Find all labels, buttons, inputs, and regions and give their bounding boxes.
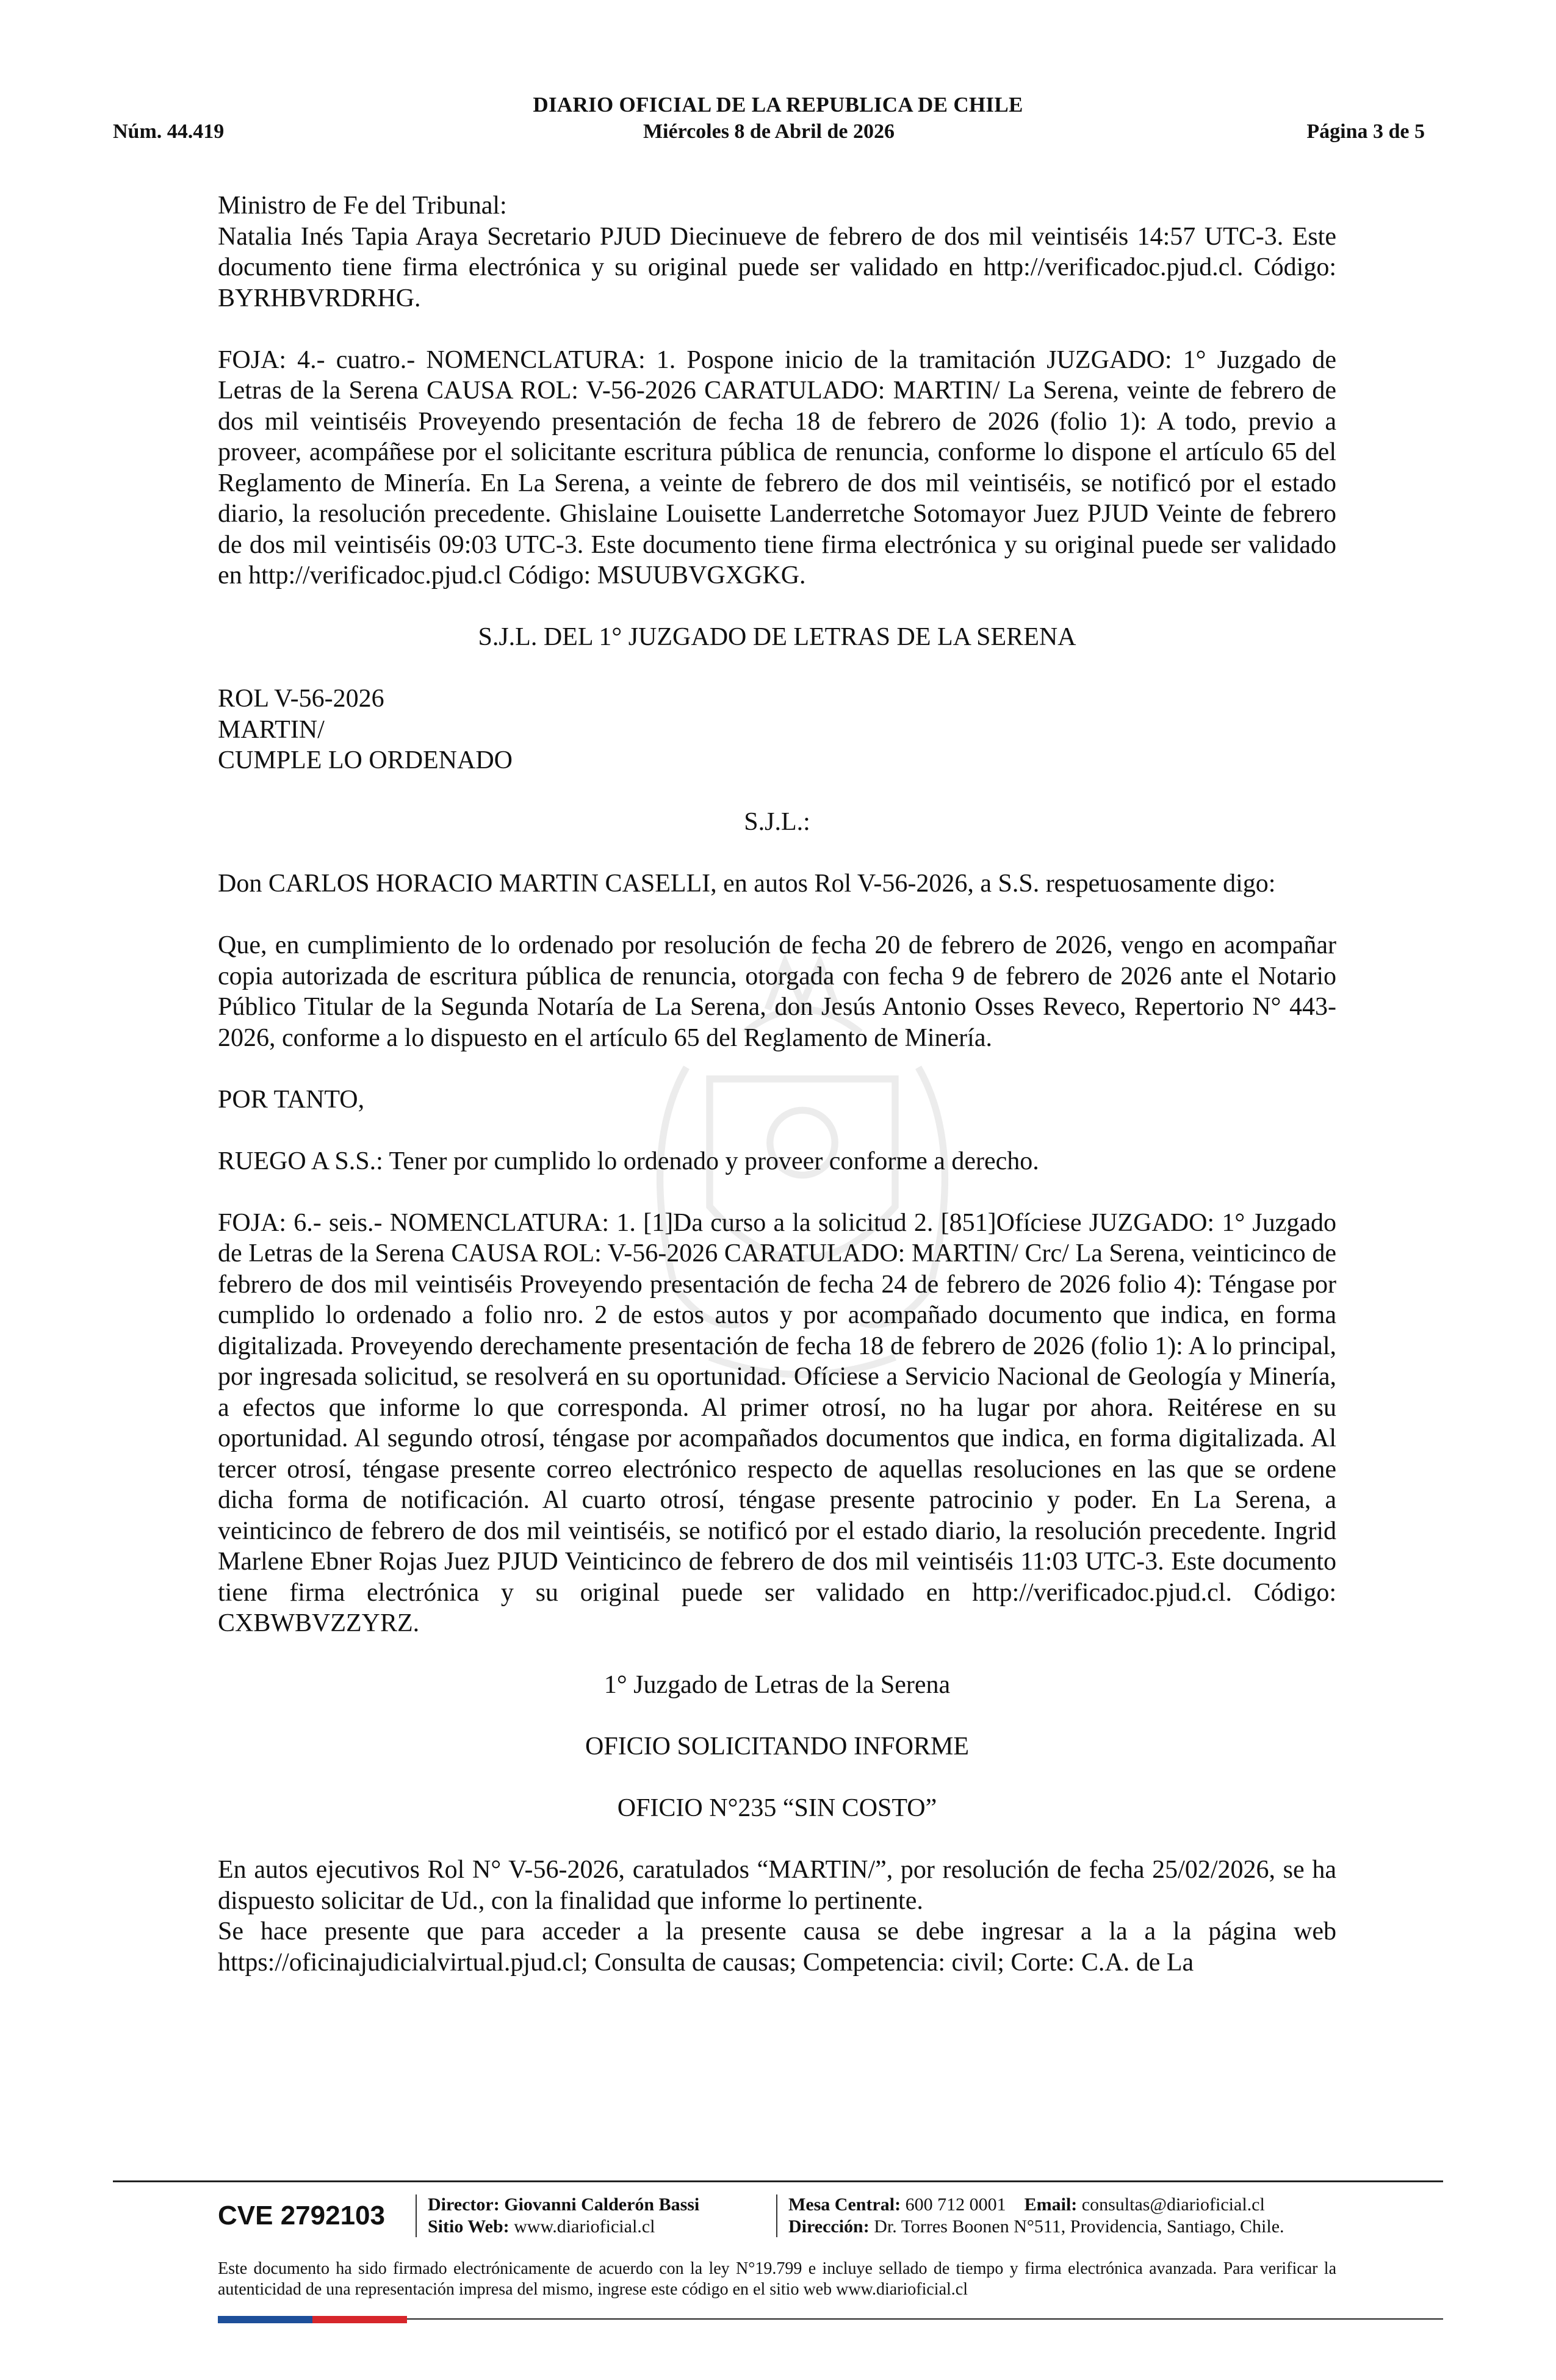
paragraph-foja-4: FOJA: 4.- cuatro.- NOMENCLATURA: 1. Pospone inicio de la tramitación JUZGADO: 1° Juzgado de Letras de la Serena CAUSA ROL: V-56-2026 CARATULADO: MARTIN/ La Serena, veinte de febrero de dos mil veintiséis Proveyendo presentación de fecha 18 de febrero de 2026 (folio 1): A todo, previo a proveer, acompáñese por el solicitante escritura pública de renuncia, conforme lo dispone el artículo 65 del Reglamento de Minería. En La Serena, a veinte de febrero de dos mil veintiséis, se notificó por el estado diario, la resolución precedente. Ghislaine Louisette Landerretche Sotomayor Juez PJUD Veinte de febrero de dos mil veintiséis 09:03 UTC-3. Este documento tiene firma electrónica y su original puede ser validado en http://verificadoc.pjud.cl Código: MSUUBVGXGKG. [218,345,1336,590]
director-name: Giovanni Calderón Bassi [504,2194,700,2215]
sjl-salutation: S.J.L.: [744,808,810,836]
newspaper-title: DIARIO OFICIAL DE LA REPUBLICA DE CHILE [533,93,1023,117]
email-link[interactable]: consultas@diarioficial.cl [1081,2194,1265,2215]
paragraph-autos-ejecutivos: En autos ejecutivos Rol N° V-56-2026, caratulados “MARTIN/”, por resolución de fecha 25/02/2026, se ha dispuesto solicitar de Ud., con la finalidad que informe lo pertinente. [218,1856,1336,1915]
paragraph-ministro-label: Ministro de Fe del Tribunal: [218,192,507,220]
signature-notice: Este documento ha sido firmado electrónicamente de acuerdo con la ley N°19.799 e incluye sellado de tiempo y firma electrónica avanzada. Para verificar la autenticidad de una representación impresa del mismo, ingrese este código en el sitio web www.diarioficial.cl [218,2259,1336,2299]
caratulado-line: MARTIN/ [218,715,325,744]
document-body [218,190,1336,1978]
mesa-label: Mesa Central: [788,2194,901,2215]
address-text: Dr. Torres Boonen N°511, Providencia, Santiago, Chile. [874,2216,1284,2237]
flag-stripe [218,2316,407,2323]
footer-contact-block [788,2194,1341,2238]
oficio-title: OFICIO SOLICITANDO INFORME [585,1733,969,1761]
page-indicator: Página 3 de 5 [1306,120,1425,143]
email-label: Email: [1024,2194,1078,2215]
footer-director-block [428,2194,773,2238]
issue-number: Núm. 44.419 [113,120,225,143]
footer-separator [776,2194,777,2237]
paragraph-don-carlos: Don CARLOS HORACIO MARTIN CASELLI, en autos Rol V-56-2026, a S.S. respetuosamente digo: [218,870,1276,898]
footer-divider [113,2180,1443,2182]
director-label: Director: [428,2194,500,2215]
paragraph-cumplimiento: Que, en cumplimiento de lo ordenado por resolución de fecha 20 de febrero de 2026, vengo en acompañar copia autorizada de escritura pública de renuncia, otorgada con fecha 9 de febrero de 2026 ante el Notario Público Titular de la Segunda Notaría de La Serena, don Jesús Antonio Osses Reveco, Repertorio N° 443-2026, conforme a lo dispuesto en el artículo 65 del Reglamento de Minería. [218,931,1336,1052]
oficio-number: OFICIO N°235 “SIN COSTO” [617,1794,937,1822]
address-label: Dirección: [788,2216,870,2237]
flag-stripe-blue [218,2316,312,2323]
ruego-line: RUEGO A S.S.: Tener por cumplido lo ordenado y proveer conforme a derecho. [218,1147,1039,1175]
paragraph-acceso-causa: Se hace presente que para acceder a la presente causa se debe ingresar a la a la página web https://oficinajudicialvirtual.pjud.cl; Consulta de causas; Competencia: civil; Corte: C.A. de La [218,1917,1336,1977]
cumple-line: CUMPLE LO ORDENADO [218,746,513,774]
cve-code: CVE 2792103 [218,2201,385,2230]
juzgado-heading: 1° Juzgado de Letras de la Serena [603,1671,951,1699]
site-label: Sitio Web: [428,2216,510,2237]
flag-stripe-red [312,2316,407,2323]
court-heading: S.J.L. DEL 1° JUZGADO DE LETRAS DE LA SERENA [478,623,1076,651]
rol-line: ROL V-56-2026 [218,685,384,713]
site-link[interactable]: www.diarioficial.cl [514,2216,655,2237]
header-row [113,120,1425,147]
paragraph-ministro-signature: Natalia Inés Tapia Araya Secretario PJUD Diecinueve de febrero de dos mil veintiséis 14:57 UTC-3. Este documento tiene firma electrónica y su original puede ser validado en http://verificadoc.pjud.cl. Código: BYRHBVRDRHG. [218,222,1336,312]
paragraph-foja-6: FOJA: 6.- seis.- NOMENCLATURA: 1. [1]Da curso a la solicitud 2. [851]Ofíciese JUZGADO: 1° Juzgado de Letras de la Serena CAUSA ROL: V-56-2026 CARATULADO: MARTIN/ Crc/ La Serena, veinticinco de febrero de dos mil veintiséis Proveyendo presentación de fecha 24 de febrero de 2026 folio 4): Téngase por cumplido lo ordenado a folio nro. 2 de estos autos y por acompañado documento que indica, en forma digitalizada. Proveyendo derechamente presentación de fecha 18 de febrero de 2026 (folio 1): A lo principal, por ingresada solicitud, se resolverá en su oportunidad. Ofíciese a Servicio Nacional de Geología y Minería, a efectos que informe lo que corresponda. Al primer otrosí, no ha lugar por ahora. Reitérese en su oportunidad. Al segundo otrosí, téngase por acompañados documentos que indica, en forma digitalizada. Al tercer otrosí, téngase presente correo electrónico respecto de aquellas resoluciones en las que se ordene dicha forma de notificación. Al cuarto otrosí, téngase presente patrocinio y poder. En La Serena, a veinticinco de febrero de dos mil veintiséis, se notificó por el estado diario, la resolución precedente. Ingrid Marlene Ebner Rojas Juez PJUD Veinticinco de febrero de dos mil veintiséis 11:03 UTC-3. Este documento tiene firma electrónica y su original puede ser validado en http://verificadoc.pjud.cl. Código: CXBWBVZZYRZ. [218,1208,1336,1637]
mesa-phone: 600 712 0001 [905,2194,1006,2215]
footer-bottom-line [407,2318,1443,2320]
footer-info [218,2191,1341,2241]
issue-date: Miércoles 8 de Abril de 2026 [643,120,895,143]
footer-separator [416,2194,417,2237]
por-tanto: POR TANTO, [218,1085,365,1114]
